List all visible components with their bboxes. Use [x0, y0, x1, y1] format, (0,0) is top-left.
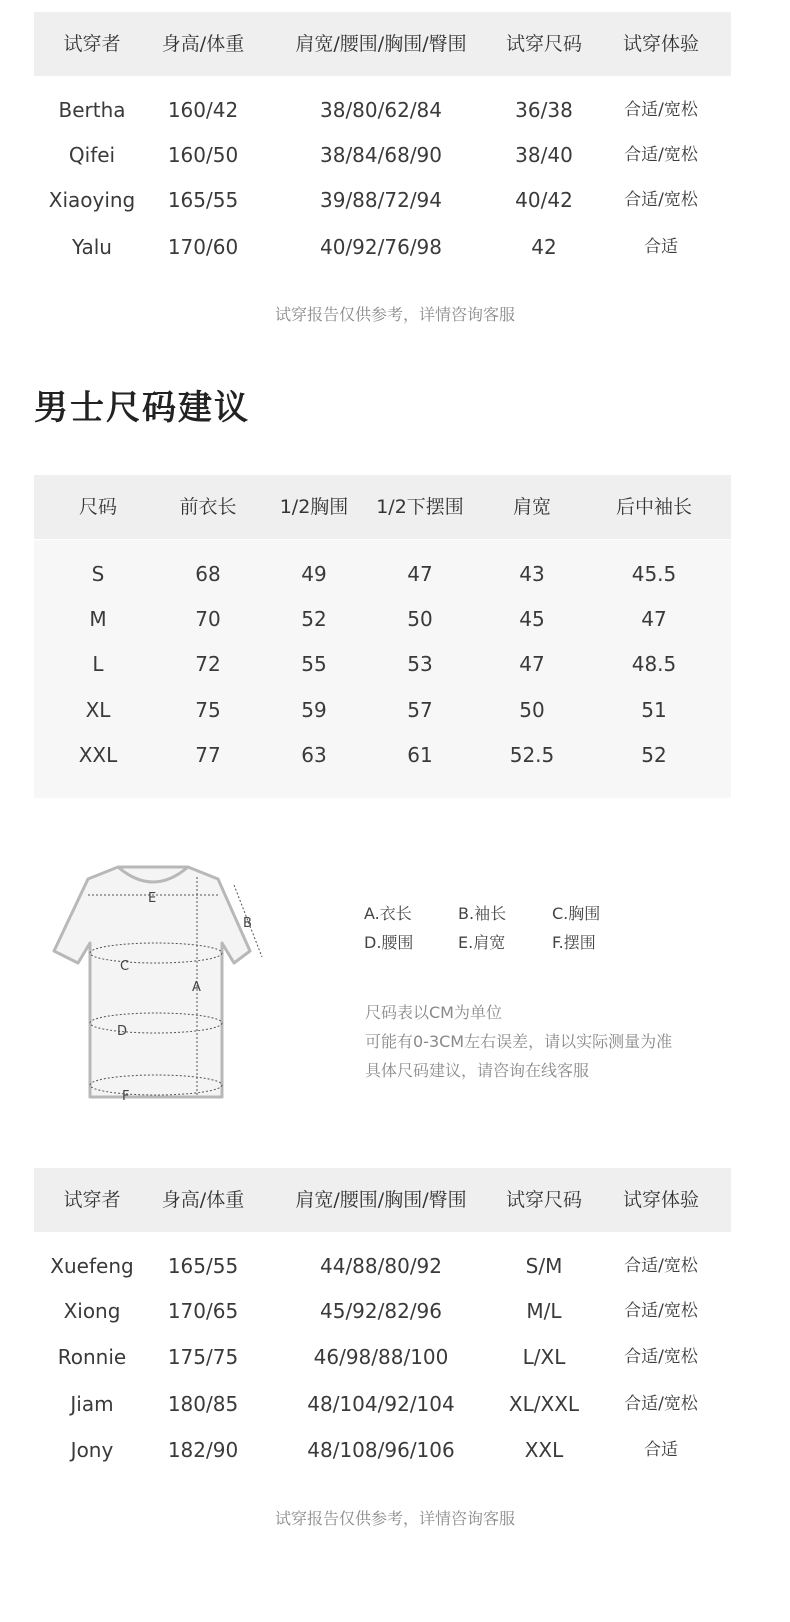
diagram-label-a: A — [192, 980, 201, 995]
cell-sleeve: 48.5 — [631, 652, 677, 676]
header-half-chest: 1/2胸围 — [279, 496, 349, 518]
cell-experience: 合适/宽松 — [624, 190, 698, 210]
cell-measurements: 38/80/62/84 — [319, 98, 443, 122]
women-tryon-header — [34, 12, 731, 76]
cell-name: Xiaoying — [48, 188, 136, 212]
cell-measurements: 39/88/72/94 — [319, 188, 443, 212]
size-chart-header — [34, 475, 731, 539]
cell-height-weight: 180/85 — [167, 1392, 239, 1416]
cell-half-chest: 49 — [301, 562, 327, 586]
diagram-label-d: D — [117, 1024, 128, 1039]
cell-half-hem: 57 — [407, 698, 433, 722]
cell-height-weight: 160/50 — [167, 143, 239, 167]
cell-size: M/L — [526, 1299, 562, 1323]
header-tryon-size: 试穿尺码 — [505, 1189, 583, 1211]
table-row — [34, 87, 731, 133]
cell-half-hem: 47 — [407, 562, 433, 586]
cell-size: M — [89, 607, 107, 631]
header-experience: 试穿体验 — [622, 1189, 700, 1211]
table-row — [34, 641, 731, 687]
legend-item: D.腰围 — [364, 933, 414, 952]
cell-measurements: 45/92/82/96 — [319, 1299, 443, 1323]
cell-sleeve: 52 — [641, 743, 667, 767]
cell-experience: 合适/宽松 — [624, 1347, 698, 1367]
cell-experience: 合适/宽松 — [624, 145, 698, 165]
cell-half-hem: 53 — [407, 652, 433, 676]
legend-item: B.袖长 — [458, 904, 507, 923]
tshirt-diagram — [40, 855, 280, 1115]
header-measurements: 肩宽/腰围/胸围/臀围 — [295, 1189, 467, 1211]
cell-height-weight: 165/55 — [167, 1254, 239, 1278]
cell-half-chest: 63 — [301, 743, 327, 767]
cell-size: XXL — [78, 743, 118, 767]
cell-size: XL — [85, 698, 111, 722]
table-row — [34, 1381, 731, 1427]
table-row — [34, 177, 731, 223]
header-measurements: 肩宽/腰围/胸围/臀围 — [295, 33, 467, 55]
table-row — [34, 551, 731, 597]
cell-height-weight: 160/42 — [167, 98, 239, 122]
cell-experience: 合适/宽松 — [624, 1256, 698, 1276]
cell-name: Yalu — [72, 235, 112, 259]
table-row — [34, 596, 731, 642]
table-row — [34, 1334, 731, 1380]
cell-sleeve: 45.5 — [631, 562, 677, 586]
table-row — [34, 1288, 731, 1334]
note-unit: 尺码表以CM为单位 — [365, 1003, 502, 1022]
cell-size: XL/XXL — [508, 1392, 580, 1416]
cell-shoulder: 47 — [519, 652, 545, 676]
note-contact: 具体尺码建议，请咨询在线客服 — [365, 1061, 590, 1080]
cell-name: Xuefeng — [50, 1254, 134, 1278]
cell-half-chest: 55 — [301, 652, 327, 676]
section-title: 男士尺码建议 — [34, 388, 250, 428]
cell-height-weight: 165/55 — [167, 188, 239, 212]
cell-sleeve: 51 — [641, 698, 667, 722]
cell-height-weight: 175/75 — [167, 1345, 239, 1369]
disclaimer-note: 试穿报告仅供参考，详情咨询客服 — [274, 305, 515, 324]
cell-height-weight: 170/65 — [167, 1299, 239, 1323]
cell-experience: 合适 — [644, 1440, 678, 1460]
cell-front-length: 72 — [195, 652, 221, 676]
diagram-label-e: E — [148, 891, 157, 906]
cell-name: Jiam — [70, 1392, 114, 1416]
table-row — [34, 132, 731, 178]
cell-size: L/XL — [522, 1345, 566, 1369]
cell-size: XXL — [524, 1438, 564, 1462]
header-front-length: 前衣长 — [179, 496, 237, 518]
cell-front-length: 70 — [195, 607, 221, 631]
cell-shoulder: 45 — [519, 607, 545, 631]
cell-size: 38/40 — [515, 143, 573, 167]
note-error: 可能有0-3CM左右误差，请以实际测量为准 — [365, 1032, 673, 1051]
header-sleeve: 后中袖长 — [615, 496, 693, 518]
cell-experience: 合适/宽松 — [624, 1394, 698, 1414]
cell-name: Qifei — [68, 143, 116, 167]
diagram-label-b: B — [243, 916, 252, 931]
cell-measurements: 48/104/92/104 — [307, 1392, 455, 1416]
legend-item: C.胸围 — [552, 904, 601, 923]
cell-height-weight: 170/60 — [167, 235, 239, 259]
cell-front-length: 77 — [195, 743, 221, 767]
men-tryon-header — [34, 1168, 731, 1232]
header-height-weight: 身高/体重 — [161, 1189, 245, 1211]
header-tryon-size: 试穿尺码 — [505, 33, 583, 55]
table-row — [34, 1427, 731, 1473]
cell-front-length: 75 — [195, 698, 221, 722]
header-tester: 试穿者 — [63, 33, 121, 55]
legend-item: F.摆围 — [552, 933, 596, 952]
cell-size: 40/42 — [515, 188, 573, 212]
cell-name: Bertha — [58, 98, 126, 122]
cell-measurements: 46/98/88/100 — [313, 1345, 449, 1369]
cell-size: S/M — [525, 1254, 563, 1278]
cell-size: L — [92, 652, 104, 676]
cell-sleeve: 47 — [641, 607, 667, 631]
header-experience: 试穿体验 — [622, 33, 700, 55]
header-shoulder: 肩宽 — [512, 496, 552, 518]
table-row — [34, 732, 731, 778]
cell-name: Xiong — [63, 1299, 121, 1323]
cell-half-hem: 50 — [407, 607, 433, 631]
table-row — [34, 1243, 731, 1289]
cell-experience: 合适/宽松 — [624, 1301, 698, 1321]
diagram-label-f: F — [122, 1089, 130, 1104]
cell-half-chest: 59 — [301, 698, 327, 722]
cell-size: 36/38 — [515, 98, 573, 122]
cell-measurements: 40/92/76/98 — [319, 235, 443, 259]
cell-front-length: 68 — [195, 562, 221, 586]
legend-item: A.衣长 — [364, 904, 412, 923]
table-row — [34, 687, 731, 733]
cell-shoulder: 43 — [519, 562, 545, 586]
cell-size: 42 — [531, 235, 557, 259]
cell-half-chest: 52 — [301, 607, 327, 631]
diagram-label-c: C — [120, 959, 130, 974]
cell-shoulder: 52.5 — [509, 743, 555, 767]
cell-experience: 合适 — [644, 237, 678, 257]
cell-measurements: 44/88/80/92 — [319, 1254, 443, 1278]
header-size: 尺码 — [78, 496, 118, 518]
cell-name: Ronnie — [57, 1345, 127, 1369]
legend-item: E.肩宽 — [458, 933, 506, 952]
cell-experience: 合适/宽松 — [624, 100, 698, 120]
cell-height-weight: 182/90 — [167, 1438, 239, 1462]
header-tester: 试穿者 — [63, 1189, 121, 1211]
cell-measurements: 48/108/96/106 — [307, 1438, 455, 1462]
disclaimer-note: 试穿报告仅供参考，详情咨询客服 — [274, 1509, 515, 1528]
header-height-weight: 身高/体重 — [161, 33, 245, 55]
table-row — [34, 224, 731, 270]
cell-name: Jony — [70, 1438, 114, 1462]
header-half-hem: 1/2下摆围 — [376, 496, 464, 518]
cell-size: S — [91, 562, 105, 586]
cell-measurements: 38/84/68/90 — [319, 143, 443, 167]
cell-shoulder: 50 — [519, 698, 545, 722]
cell-half-hem: 61 — [407, 743, 433, 767]
